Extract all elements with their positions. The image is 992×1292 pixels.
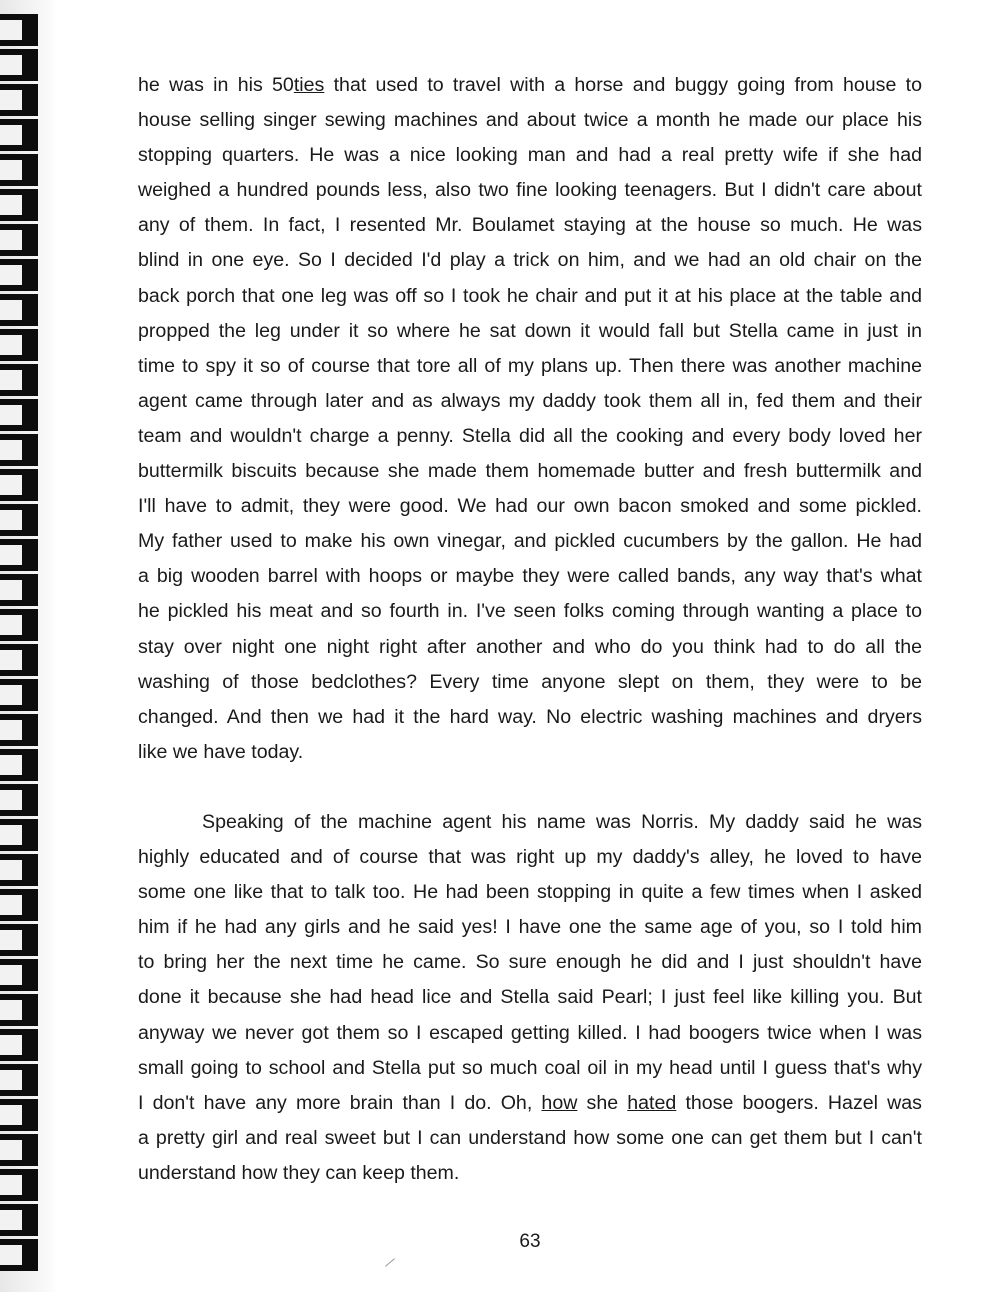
binding-hole (0, 1169, 38, 1201)
text-run: washing of those bedclothes? Every time anyone slept on them, they were to be (138, 670, 922, 693)
text-line (138, 594, 922, 629)
text-line (138, 1051, 922, 1086)
binding-hole (0, 189, 38, 221)
binding-hole (0, 434, 38, 466)
text-run: any of them. In fact, I resented Mr. Boulamet staying at the house so much. He was (138, 214, 922, 237)
stray-mark (385, 1258, 395, 1266)
text-run: highly educated and of course that was right up my daddy's alley, he loved to have (138, 846, 922, 869)
binding-hole (0, 259, 38, 291)
text-run: some one like that to talk too. He had been stopping in quite a few times when I asked (138, 881, 922, 904)
text-run: a pretty girl and real sweet but I can understand how some one can get them but I can't (138, 1126, 922, 1149)
binding-hole (0, 749, 38, 781)
text-line (138, 559, 922, 594)
text-line (138, 805, 922, 840)
binding-hole (0, 294, 38, 326)
underlined-text: how (541, 1091, 578, 1114)
text-run: like we have today. (138, 740, 304, 763)
text-run: changed. And then we had it the hard way. No electric washing machines and dryers (138, 705, 922, 728)
text-line (138, 980, 922, 1015)
text-run: stopping quarters. He was a nice looking man and had a real pretty wife if she had (138, 144, 922, 167)
text-run: Speaking of the machine agent his name was Norris. My daddy said he was (202, 810, 922, 833)
text-run: weighed a hundred pounds less, also two fine looking teenagers. But I didn't care about (138, 179, 922, 202)
underlined-text: ties (293, 74, 325, 96)
text-line (138, 665, 922, 700)
text-line (138, 138, 922, 173)
text-run: a big wooden barrel with hoops or maybe they were called bands, any way that's what (138, 565, 922, 588)
binding-hole (0, 1029, 38, 1061)
text-run: stay over night one night right after another and who do you think had to do all the (138, 635, 922, 658)
text-run: My father used to make his own vinegar, and pickled cucumbers by the gallon. He had (138, 530, 922, 553)
text-run: understand how they can keep them. (138, 1161, 460, 1184)
text-run: small going to school and Stella put so much coal oil in my head until I guess that's why (138, 1056, 922, 1079)
text-line (138, 208, 922, 243)
paragraph (138, 68, 922, 770)
text-run: I don't have any more brain than I do. Oh, (138, 1091, 542, 1114)
binding-hole (0, 854, 38, 886)
text-line (138, 524, 922, 559)
text-line (138, 243, 922, 278)
binding-hole (0, 959, 38, 991)
text-run: buttermilk biscuits because she made them homemade butter and fresh buttermilk and (138, 460, 922, 483)
text-line (138, 489, 922, 524)
text-line (138, 1086, 922, 1121)
text-line (138, 454, 922, 489)
text-run: house selling singer sewing machines and about twice a month he made our place his (138, 109, 922, 132)
binding-hole (0, 609, 38, 641)
text-run: he was in his 50 (138, 74, 294, 96)
text-run: time to spy it so of course that tore all of my plans up. Then there was another machine (138, 354, 922, 377)
binding-hole (0, 84, 38, 116)
text-line (138, 279, 922, 314)
binding-hole (0, 574, 38, 606)
text-run: anyway we never got them so I escaped getting killed. I had boogers twice when I was (138, 1021, 922, 1044)
binding-hole (0, 644, 38, 676)
binding-hole (0, 399, 38, 431)
text-run: he pickled his meat and so fourth in. I've seen folks coming through wanting a place to (138, 600, 922, 623)
binding-hole (0, 994, 38, 1026)
binding-hole (0, 469, 38, 501)
underlined-text: hated (627, 1091, 677, 1114)
text-line (138, 419, 922, 454)
page-body-text (138, 68, 922, 1191)
text-run: done it because she had head lice and Stella said Pearl; I just feel like killing you. But (138, 986, 922, 1009)
text-line (138, 384, 922, 419)
text-line (138, 840, 922, 875)
binding-hole (0, 364, 38, 396)
text-line (138, 875, 922, 910)
binding-hole (0, 49, 38, 81)
text-run: team and wouldn't charge a penny. Stella did all the cooking and every body loved her (138, 424, 922, 447)
text-run: him if he had any girls and he said yes! I have one the same age of you, so I told him (138, 916, 922, 939)
text-run: agent came through later and as always my daddy took them all in, fed them and their (138, 389, 922, 412)
text-line (138, 68, 922, 103)
text-line (138, 700, 922, 735)
binding-hole (0, 819, 38, 851)
binding-hole (0, 784, 38, 816)
binding-hole (0, 1064, 38, 1096)
binding-hole (0, 924, 38, 956)
paragraph (138, 805, 922, 1191)
binding-hole (0, 714, 38, 746)
text-line (138, 735, 922, 770)
binding-hole (0, 224, 38, 256)
binding-hole (0, 154, 38, 186)
text-line (138, 173, 922, 208)
binding-hole (0, 14, 38, 46)
text-run: propped the leg under it so where he sat down it would fall but Stella came in just in (138, 319, 922, 342)
text-run: she (577, 1091, 628, 1114)
binding-hole (0, 329, 38, 361)
text-line (138, 1121, 922, 1156)
text-line (138, 945, 922, 980)
paragraph-gap (138, 770, 922, 805)
binding-hole (0, 1099, 38, 1131)
text-line (138, 349, 922, 384)
spiral-binding (0, 0, 58, 1292)
text-run: blind in one eye. So I decided I'd play a trick on him, and we had an old chair on the (138, 249, 922, 272)
text-run: I'll have to admit, they were good. We had our own bacon smoked and some pickled. (138, 495, 922, 518)
text-line (138, 1016, 922, 1051)
text-line (138, 314, 922, 349)
binding-hole (0, 1134, 38, 1166)
binding-hole (0, 119, 38, 151)
binding-hole (0, 889, 38, 921)
binding-hole (0, 504, 38, 536)
text-run: to bring her the next time he came. So sure enough he did and I just shouldn't have (138, 951, 922, 974)
text-line (138, 910, 922, 945)
page-number: 63 (519, 1231, 541, 1252)
text-line (138, 1156, 922, 1191)
text-line (138, 103, 922, 138)
text-run: those boogers. Hazel was (676, 1091, 922, 1114)
text-run: that used to travel with a horse and buggy going from house to (324, 74, 922, 96)
binding-hole (0, 539, 38, 571)
text-line (138, 630, 922, 665)
text-run: back porch that one leg was off so I took he chair and put it at his place at the table and (138, 284, 922, 307)
binding-hole (0, 679, 38, 711)
